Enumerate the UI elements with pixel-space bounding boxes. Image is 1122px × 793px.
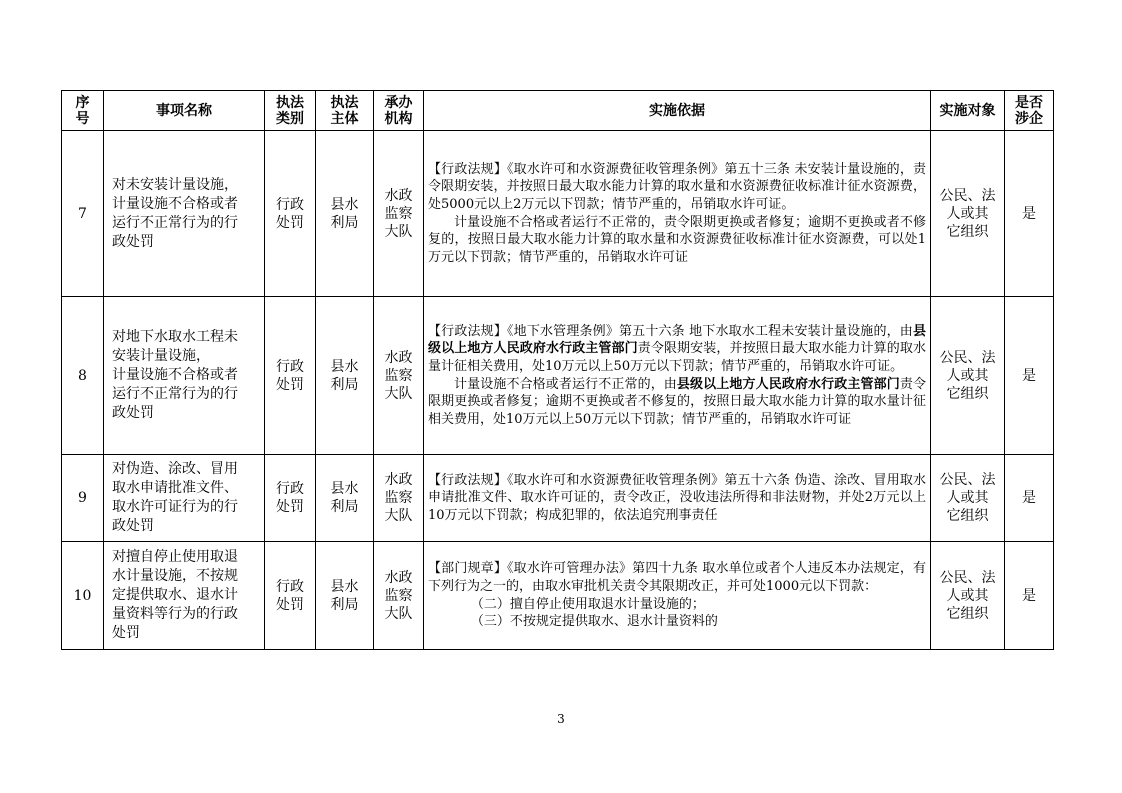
row-subject: 县水 利局: [316, 297, 374, 455]
basis-list-item: （二）擅自停止使用取退水计量设施的；: [470, 596, 705, 612]
header-subject: 执法 主体: [316, 91, 374, 131]
page-number: 3: [557, 712, 565, 726]
row-basis: [424, 542, 931, 650]
header-target: 实施对象: [931, 91, 1005, 131]
row-subject: 县水 利局: [316, 542, 374, 650]
basis-paragraph: 计量设施不合格或者运行不正常的，责令限期更换或者修复；逾期不更换或者不修复的，按照日最大取水能力计算的取水量和水资源费征收标准计征水资源费，可以处1万元以下罚款；情节严重的，吊销取水许可证: [428, 214, 926, 265]
table-row: [62, 455, 1054, 542]
row-enterprise: 是: [1005, 131, 1054, 297]
row-category: 行政 处罚: [265, 542, 316, 650]
row-seq: 10: [62, 542, 104, 650]
basis-paragraph: 【行政法规】《取水许可和水资源费征收管理条例》第五十六条 伪造、涂改、冒用取水申请批准文件、取水许可证的，责令改正，没收违法所得和非法财物，并处2万元以上10万元以下罚款；构成犯罪的，依法追究刑事责任: [428, 472, 926, 523]
header-enterprise: 是否 涉企: [1005, 91, 1054, 131]
bold-authority: 县级以上地方人民政府水行政主管部门: [428, 323, 926, 357]
header-agency: 承办 机构: [374, 91, 424, 131]
table-row: [62, 131, 1054, 297]
bold-authority: 县级以上地方人民政府水行政主管部门: [676, 376, 900, 392]
row-basis: [424, 455, 931, 542]
row-agency: 水政 监察 大队: [374, 297, 424, 455]
row-item-name: 对地下水取水工程未 安装计量设施， 计量设施不合格或者 运行不正常行为的行 政处罚: [104, 297, 265, 455]
row-target: 公民、法 人或其 它组织: [931, 455, 1005, 542]
row-seq: 7: [62, 131, 104, 297]
header-seq: 序 号: [62, 91, 104, 131]
row-seq: 9: [62, 455, 104, 542]
row-agency: 水政 监察 大队: [374, 542, 424, 650]
row-agency: 水政 监察 大队: [374, 455, 424, 542]
table-header-row: [62, 91, 1054, 131]
row-category: 行政 处罚: [265, 131, 316, 297]
row-agency: 水政 监察 大队: [374, 131, 424, 297]
row-subject: 县水 利局: [316, 131, 374, 297]
basis-paragraph: 【行政法规】《取水许可和水资源费征收管理条例》第五十三条 未安装计量设施的，责令限期安装，并按照日最大取水能力计算的取水量和水资源费征收标准计征水资源费，处5000元以上2万元以下罚款；情节严重的，吊销取水许可证。: [428, 161, 926, 212]
basis-paragraph: 计量设施不合格或者运行不正常的，由县级以上地方人民政府水行政主管部门责令限期更换或者修复；逾期不更换或者不修复的，按照日最大取水能力计算的取水量计征相关费用，处10万元以上50万元以下罚款；情节严重的，吊销取水许可证: [428, 376, 926, 427]
row-target: 公民、法 人或其 它组织: [931, 131, 1005, 297]
table-row: [62, 542, 1054, 650]
basis-paragraph: 【行政法规】《地下水管理条例》第五十六条 地下水取水工程未安装计量设施的，由县级以上地方人民政府水行政主管部门责令限期安装，并按照日最大取水能力计算的取水量计征相关费用，处10万元以上50万元以下罚款；情节严重的，吊销取水许可证。: [428, 323, 926, 374]
basis-paragraph: 【部门规章】《取水许可管理办法》第四十九条 取水单位或者个人违反本办法规定，有下列行为之一的，由取水审批机关责令其限期改正，并可处1000元以下罚款：: [428, 561, 926, 594]
row-target: 公民、法 人或其 它组织: [931, 297, 1005, 455]
enforcement-items-table: [61, 90, 1054, 650]
row-category: 行政 处罚: [265, 455, 316, 542]
row-target: 公民、法 人或其 它组织: [931, 542, 1005, 650]
row-subject: 县水 利局: [316, 455, 374, 542]
row-enterprise: 是: [1005, 297, 1054, 455]
basis-list-item: （三）不按规定提供取水、退水计量资料的: [470, 614, 718, 630]
table-row: [62, 297, 1054, 455]
row-item-name: 对未安装计量设施， 计量设施不合格或者 运行不正常行为的行 政处罚: [104, 131, 265, 297]
row-basis: [424, 131, 931, 297]
row-item-name: 对擅自停止使用取退 水计量设施，不按规 定提供取水、退水计 量资料等行为的行政 处罚: [104, 542, 265, 650]
header-name: 事项名称: [104, 91, 265, 131]
row-enterprise: 是: [1005, 542, 1054, 650]
header-category: 执法 类别: [265, 91, 316, 131]
row-basis: [424, 297, 931, 455]
row-enterprise: 是: [1005, 455, 1054, 542]
header-basis: 实施依据: [424, 91, 931, 131]
row-seq: 8: [62, 297, 104, 455]
row-category: 行政 处罚: [265, 297, 316, 455]
row-item-name: 对伪造、涂改、冒用 取水申请批准文件、 取水许可证行为的行 政处罚: [104, 455, 265, 542]
